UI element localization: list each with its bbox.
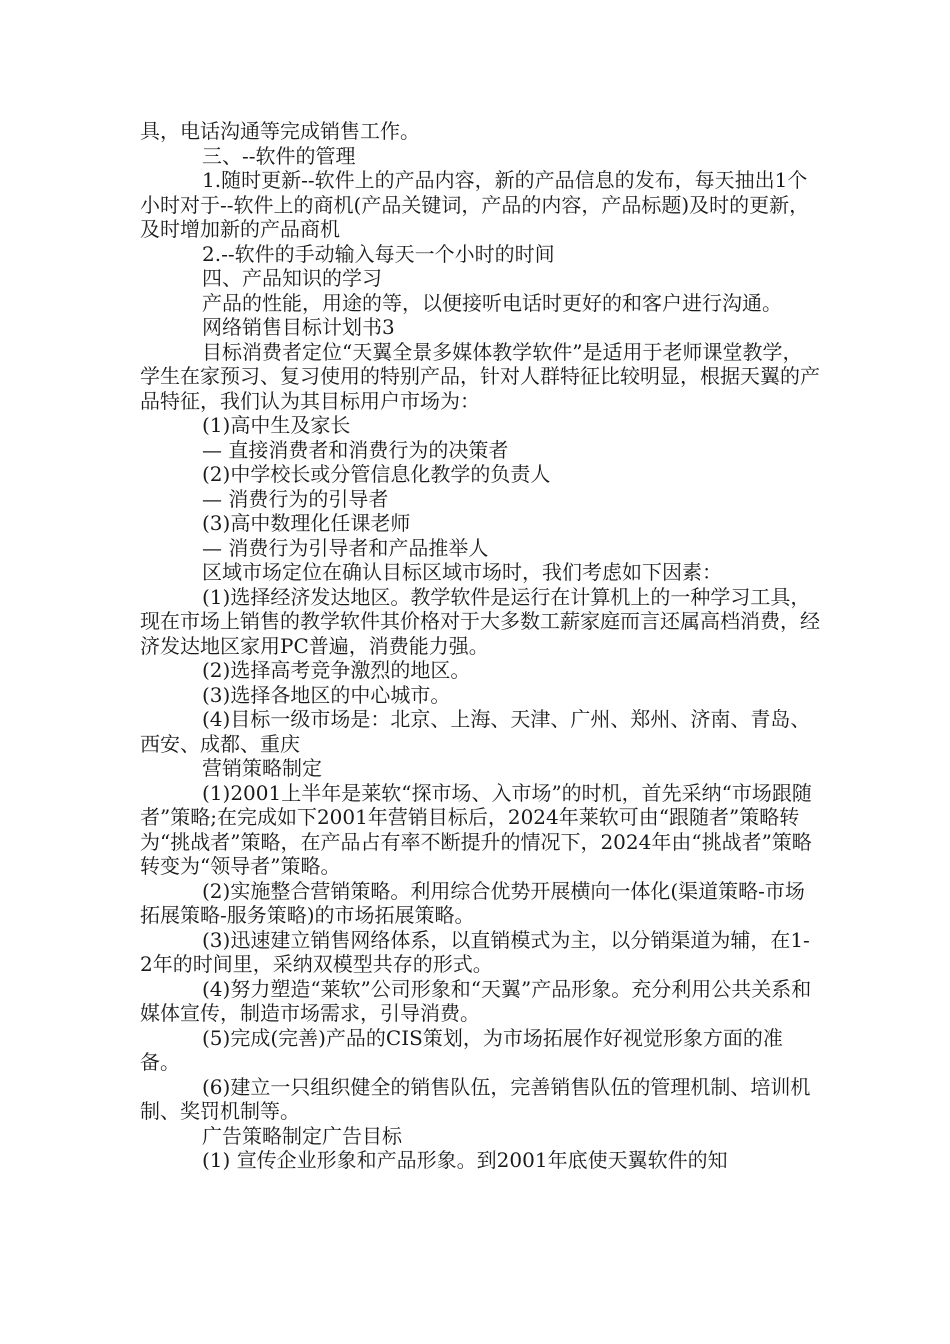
list-item: (5)完成(完善)产品的CIS策划，为市场拓展作好视觉形象方面的准备。 [140, 1025, 783, 1074]
section-heading: 广告策略制定广告目标 [202, 1123, 402, 1148]
section-heading: 营销策略制定 [202, 756, 322, 780]
list-item: (6)建立一只组织健全的销售队伍，完善销售队伍的管理机制、培训机制、奖罚机制等。 [140, 1074, 811, 1123]
list-item: (1)2001上半年是莱软“探市场、入市场”的时机，首先采纳“市场跟随者”策略;在完成如下2001年营销目标后，2024年莱软可由“跟随者”策略转为“挑战者”策略，在产品占有率不断提升的情况下，2024年由“挑战者”策略转变为“领导者”策略。 [140, 780, 812, 878]
list-item: (3)迅速建立销售网络体系，以直销模式为主，以分销渠道为辅，在1-2年的时间里，采纳双模型共存的形式。 [140, 927, 810, 976]
list-item: (3)选择各地区的中心城市。 [202, 682, 451, 707]
list-item: (4)目标一级市场是：北京、上海、天津、广州、郑州、济南、青岛、西安、成都、重庆 [140, 707, 811, 756]
paragraph: 具，电话沟通等完成销售工作。 [140, 119, 420, 143]
list-item: — 消费行为的引导者 [202, 486, 389, 511]
list-item: (2)中学校长或分管信息化教学的负责人 [202, 462, 551, 486]
list-item: — 直接消费者和消费行为的决策者 [202, 437, 509, 462]
section-heading: 网络销售目标计划书3 [202, 315, 395, 339]
paragraph: 1.随时更新--软件上的产品内容，新的产品信息的发布，每天抽出1个小时对于--软件上的商机(产品关键词，产品的内容，产品标题)及时的更新，及时增加新的产品商机 [140, 168, 810, 241]
document-body [140, 119, 820, 1173]
paragraph: 产品的性能，用途的等，以便接听电话时更好的和客户进行沟通。 [202, 290, 782, 315]
list-item: — 消费行为引导者和产品推举人 [202, 535, 489, 560]
list-item: (4)努力塑造“莱软”公司形象和“天翼”产品形象。充分利用公共关系和媒体宣传，制造市场需求，引导消费。 [140, 976, 812, 1025]
paragraph: 2.--软件的手动输入每天一个小时的时间 [202, 241, 555, 266]
section-heading: 四、产品知识的学习 [202, 266, 382, 290]
list-item: (1) 宣传企业形象和产品形象。到2001年底使天翼软件的知 [202, 1148, 728, 1172]
paragraph: 目标消费者定位“天翼全景多媒体教学软件”是适用于老师课堂教学，学生在家预习、复习使用的特别产品，针对人群特征比较明显，根据天翼的产品特征，我们认为其目标用户市场为： [140, 339, 820, 413]
list-item: (3)高中数理化任课老师 [202, 511, 411, 535]
list-item: (2)实施整合营销策略。利用综合优势开展横向一体化(渠道策略-市场拓展策略-服务策略)的市场拓展策略。 [140, 878, 805, 927]
paragraph: 区域市场定位在确认目标区域市场时，我们考虑如下因素： [202, 560, 722, 584]
section-heading: 三、--软件的管理 [202, 143, 356, 168]
list-item: (1)高中生及家长 [202, 413, 351, 437]
list-item: (1)选择经济发达地区。教学软件是运行在计算机上的一种学习工具，现在市场上销售的教学软件其价格对于大多数工薪家庭而言还属高档消费，经济发达地区家用PC普遍，消费能力强。 [140, 584, 820, 658]
list-item: (2)选择高考竞争激烈的地区。 [202, 658, 471, 682]
